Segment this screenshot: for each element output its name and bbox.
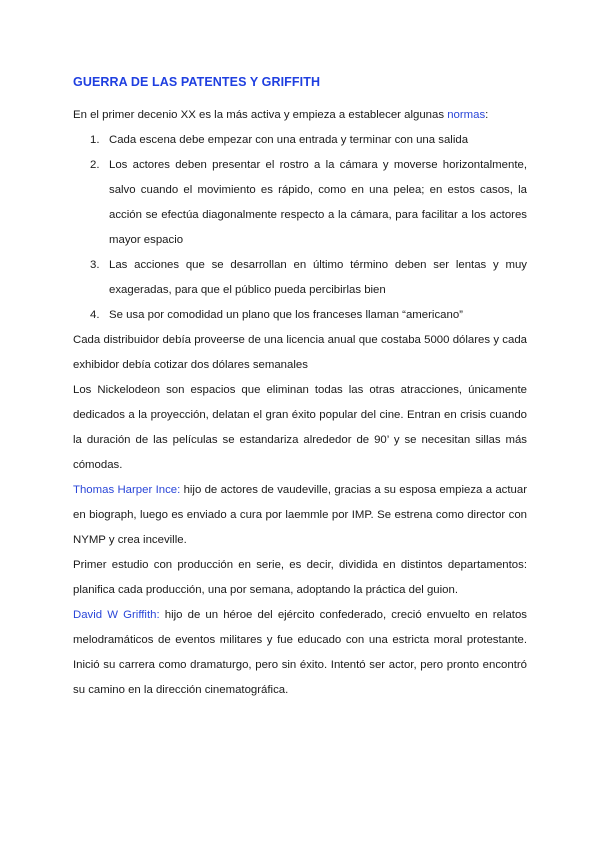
nickelodeon-paragraph: Los Nickelodeon son espacios que eliminan todas las otras atracciones, únicamente dedicados a la proyección, delatan el gran éxito popular del cine. Entran en crisis cuando la duración de las películas se estandariza alrededor de 90’ y se necesitan sillas más cómodas.: [73, 384, 527, 471]
list-item-number: 3.: [90, 259, 100, 271]
list-item-text: Los actores deben presentar el rostro a la cámara y moverse horizontalmente, salvo cuando el movimiento es rápido, como en una pelea; en estos casos, la acción se efectúa diagonalmente respecto a la cámara, para facilitar a los actores mayor espacio: [109, 159, 527, 246]
ince-paragraph: [73, 478, 527, 553]
intro-paragraph: [73, 103, 527, 128]
list-item-number: 2.: [90, 159, 100, 171]
normas-link[interactable]: normas: [447, 109, 486, 121]
studio-paragraph: Primer estudio con producción en serie, es decir, dividida en distintos departamentos: planifica cada producción, una por semana, adoptando la práctica del guion.: [73, 559, 527, 596]
list-item: [73, 153, 527, 253]
list-item-text: Cada escena debe empezar con una entrada y terminar con una salida: [109, 134, 469, 146]
document-title: GUERRA DE LAS PATENTES Y GRIFFITH: [73, 75, 321, 89]
griffith-paragraph: [73, 603, 527, 703]
griffith-text: hijo de un héroe del ejército confederado, creció envuelto en relatos melodramáticos de eventos militares y fue educado con una estricta moral protestante. Inició su carrera como dramaturgo, pero sin éxito. Intentó ser actor, pero pronto encontró su camino en la dirección cinematográfica.: [73, 609, 527, 696]
list-item: [73, 253, 527, 303]
list-item-number: 4.: [90, 309, 100, 321]
license-paragraph: Cada distribuidor debía proveerse de una licencia anual que costaba 5000 dólares y cada exhibidor debía cotizar dos dólares semanales: [73, 334, 527, 371]
list-item-text: Se usa por comodidad un plano que los franceses llaman “americano”: [109, 309, 463, 321]
list-item: [73, 128, 527, 153]
list-item-number: 1.: [90, 134, 100, 146]
document-page: [73, 74, 527, 703]
ince-name-link[interactable]: Thomas Harper Ince:: [73, 484, 181, 496]
ince-text: hijo de actores de vaudeville, gracias a su esposa empieza a actuar en biograph, luego es enviado a cura por laemmle por IMP. Se estrena como director con NYMP y crea inceville.: [73, 484, 527, 546]
list-item: [73, 303, 527, 328]
list-item-text: Las acciones que se desarrollan en último término deben ser lentas y muy exageradas, para que el público pueda percibirlas bien: [109, 259, 527, 296]
griffith-name-link[interactable]: David W Griffith:: [73, 609, 160, 621]
intro-end: :: [485, 109, 489, 121]
rules-list: [73, 128, 527, 328]
intro-text: En el primer decenio XX es la más activa y empieza a establecer algunas: [73, 109, 448, 121]
